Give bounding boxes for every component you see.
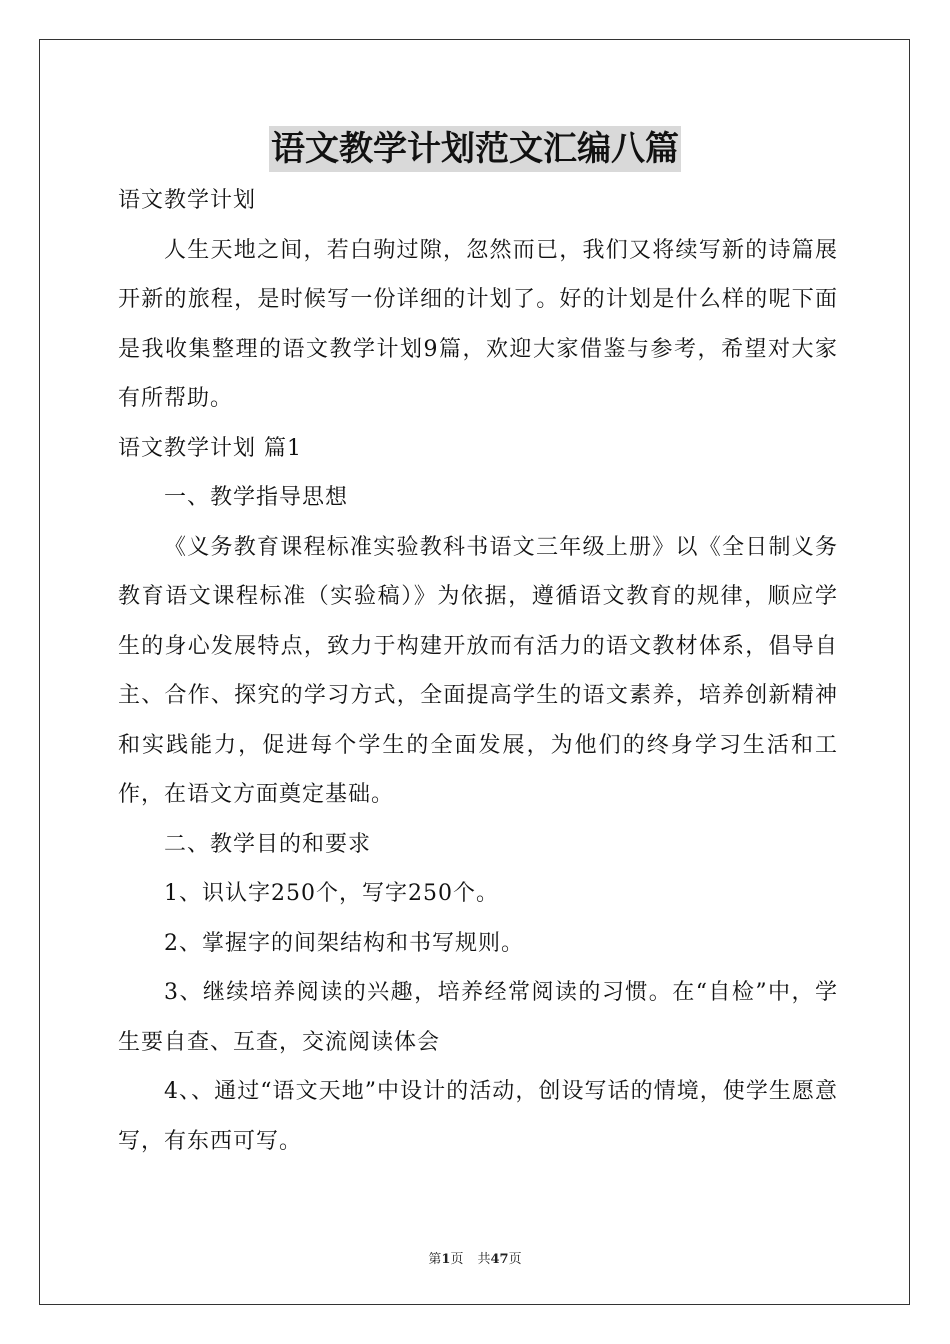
list-item: 1、识认字250个，写字250个。 [164,881,499,906]
page-prefix: 第 [428,1252,442,1267]
body-paragraph: 《义务教育课程标准实验教科书语文三年级上册》以《全日制义务教育语文课程标准（实验稿）》为依据，遵循语文教育的规律，顺应学生的身心发展特点，致力于构建开放而有活力的语文教材体系，倡导自主、合作、探究的学习方式，全面提高学生的语文素养，培养创新精神和实践能力，促进每个学生的全面发展，为他们的终身学习生活和工作，在语文方面奠定基础。 [118,534,838,807]
document-title: 语文教学计划范文汇编八篇 [269,126,681,172]
subheading: 二、教学目的和要求 [164,831,372,857]
list-item: 2、掌握字的间架结构和书写规则。 [164,930,524,956]
subheading: 一、教学指导思想 [164,485,349,510]
document-body [118,176,838,1166]
page-suffix: 页 [450,1252,464,1267]
section-heading: 语文教学计划 篇1 [118,435,302,461]
list-item: 4、、通过“语文天地”中设计的活动，创设写话的情境，使学生愿意写，有东西可写。 [118,1079,838,1154]
page-number: 1 [441,1252,451,1267]
list-item: 3、继续培养阅读的兴趣，培养经常阅读的习惯。在“自检”中，学生要自查、互查，交流阅读体会 [118,980,838,1055]
total-suffix: 页 [508,1252,522,1267]
title-container [0,126,950,172]
intro-paragraph: 人生天地之间，若白驹过隙，忽然而已，我们又将续写新的诗篇展开新的旅程，是时候写一份详细的计划了。好的计划是什么样的呢下面是我收集整理的语文教学计划9篇，欢迎大家借鉴与参考，希望对大家有所帮助。 [118,237,838,411]
page-footer [0,1248,950,1267]
total-prefix: 共 [477,1252,491,1267]
total-pages: 47 [490,1252,509,1267]
section-heading: 语文教学计划 [118,188,257,213]
